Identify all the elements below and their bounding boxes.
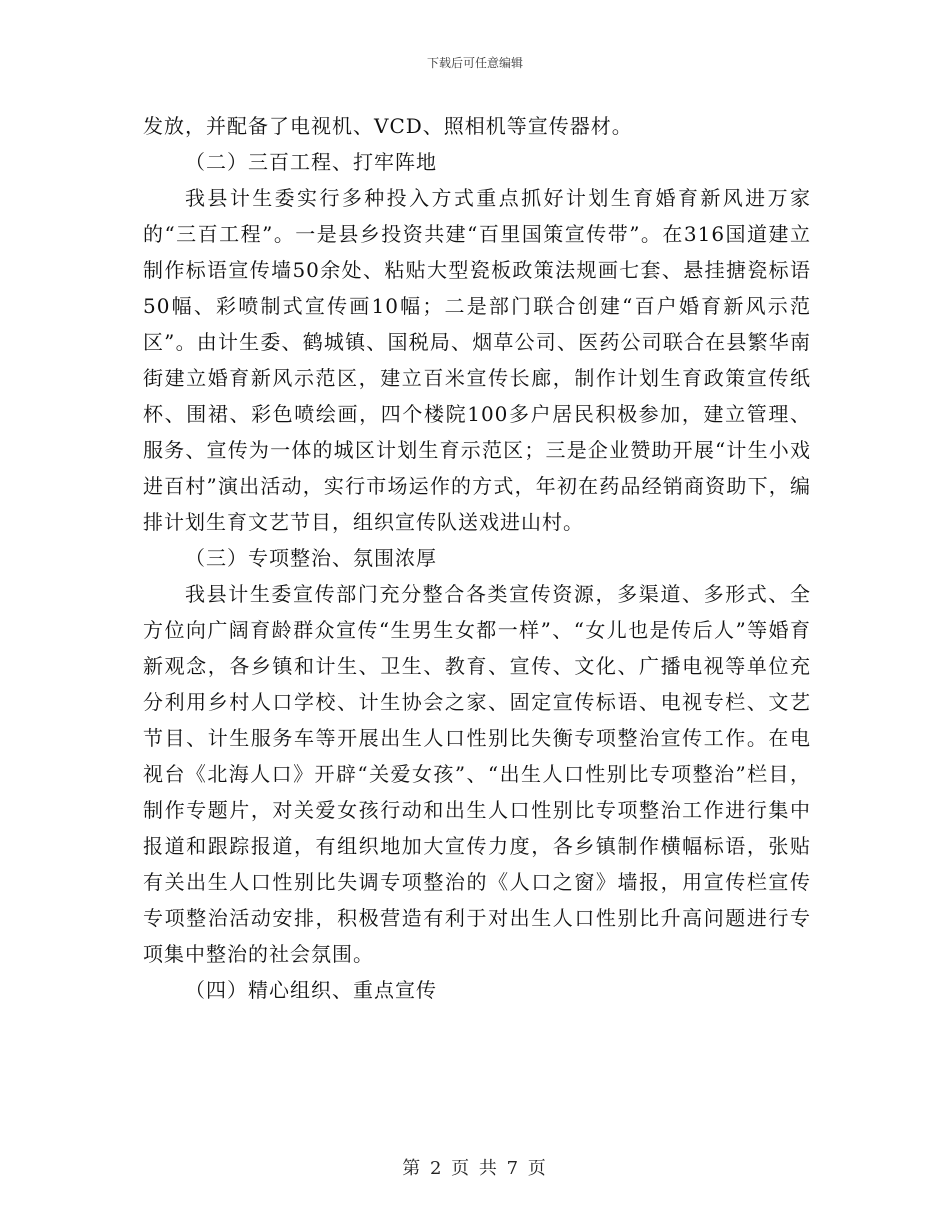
paragraph-special-rectification: 我县计生委宣传部门充分整合各类宣传资源，多渠道、多形式、全方位向广阔育龄群众宣传“生男生女都一样”、“女儿也是传后人”等婚育新观念，各乡镇和计生、卫生、教育、宣传、文化、广播电视等单位充分利用乡村人口学校、计生协会之家、固定宣传标语、电视专栏、文艺节目、计生服务车等开展出生人口性别比失衡专项整治宣传工作。在电视台《北海人口》开辟“关爱女孩”、“出生人口性别比专项整治”栏目，制作专题片，对关爱女孩行动和出生人口性别比专项整治工作进行集中报道和跟踪报道，有组织地加大宣传力度，各乡镇制作横幅标语，张贴有关出生人口性别比失调专项整治的《人口之窗》墙报，用宣传栏宣传专项整治活动安排，积极营造有利于对出生人口性别比升高问题进行专项集中整治的社会氛围。 [143, 582, 811, 966]
page-number: 第 2 页 共 7 页 [402, 1158, 548, 1179]
section-heading-2: （二）三百工程、打牢阵地 [185, 150, 437, 174]
document-body [143, 108, 811, 1008]
paragraph-continued: 发放，并配备了电视机、VCD、照相机等宣传器材。 [143, 114, 633, 138]
section-heading-4: （四）精心组织、重点宣传 [185, 978, 437, 1002]
paragraph-three-hundred-project: 我县计生委实行多种投入方式重点抓好计划生育婚育新风进万家的“三百工程”。一是县乡投资共建“百里国策宣传带”。在316国道建立制作标语宣传墙50余处、粘贴大型瓷板政策法规画七套、悬挂搪瓷标语50幅、彩喷制式宣传画10幅；二是部门联合创建“百户婚育新风示范区”。由计生委、鹤城镇、国税局、烟草公司、医药公司联合在县繁华南街建立婚育新风示范区，建立百米宣传长廊，制作计划生育政策宣传纸杯、围裙、彩色喷绘画，四个楼院100多户居民积极参加，建立管理、服务、宣传为一体的城区计划生育示范区；三是企业赞助开展“计生小戏进百村”演出活动，实行市场运作的方式，年初在药品经销商资助下，编排计划生育文艺节目，组织宣传队送戏进山村。 [143, 186, 811, 534]
section-heading-3: （三）专项整治、氛围浓厚 [185, 546, 437, 570]
page-header: 下载后可任意编辑 [426, 56, 523, 70]
